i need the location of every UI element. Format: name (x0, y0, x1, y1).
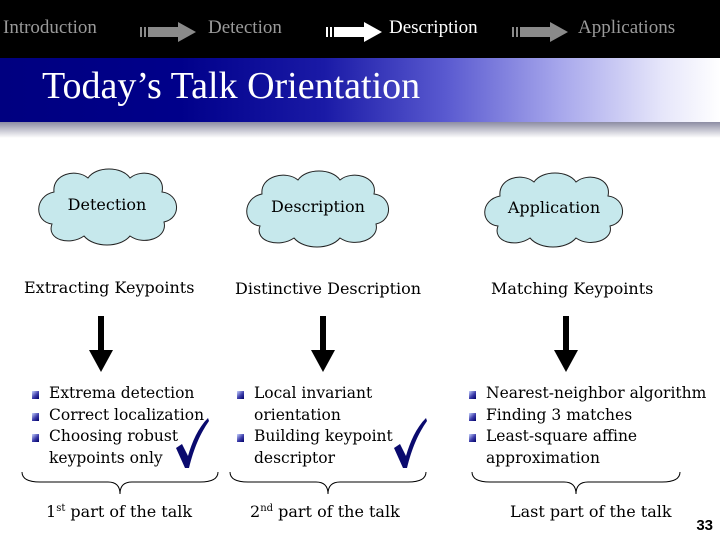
cloud-label-application: Application (507, 198, 601, 217)
heading-extracting-keypoints: Extracting Keypoints (24, 278, 195, 297)
heading-distinctive-description: Distinctive Description (235, 279, 422, 298)
title-shadow (0, 122, 720, 138)
list-item: Local invariant orientation (235, 383, 375, 426)
cloud-label-description: Description (271, 197, 365, 216)
checkmark-icon (392, 418, 428, 470)
page-number: 33 (696, 517, 713, 534)
list-item: Finding 3 matches (467, 405, 717, 427)
part-label-first: 1st part of the talk (46, 502, 193, 521)
part-label-second: 2nd part of the talk (250, 502, 400, 521)
nav-item-applications[interactable]: Applications (578, 17, 676, 38)
cloud-label-detection: Detection (67, 195, 147, 214)
brace-icon (228, 470, 428, 498)
list-item: Extrema detection (30, 383, 210, 405)
heading-matching-keypoints: Matching Keypoints (491, 279, 654, 298)
part-label-last: Last part of the talk (510, 502, 672, 521)
list-item: Nearest-neighbor algorithm (467, 383, 717, 405)
list-item: Building keypoint descriptor (235, 426, 395, 469)
nav-item-description[interactable]: Description (389, 17, 478, 38)
list-item: Least-square affine approximation (467, 426, 647, 469)
nav-arrow-icon (326, 22, 384, 42)
nav-item-introduction[interactable]: Introduction (3, 17, 97, 38)
navigation-bar (0, 0, 720, 58)
list-item: Correct localization (30, 405, 210, 427)
brace-icon (470, 470, 682, 498)
nav-item-detection[interactable]: Detection (208, 17, 282, 38)
down-arrow-icon (554, 316, 578, 372)
brace-icon (20, 470, 220, 498)
list-item: Choosing robust keypoints only (30, 426, 185, 469)
nav-arrow-icon (512, 22, 570, 42)
down-arrow-icon (311, 316, 335, 372)
slide-title: Today’s Talk Orientation (42, 65, 421, 107)
nav-arrow-icon (140, 22, 198, 42)
down-arrow-icon (89, 316, 113, 372)
bullet-list-application (467, 383, 717, 469)
checkmark-icon (174, 418, 210, 470)
bullet-list-description (235, 383, 410, 469)
